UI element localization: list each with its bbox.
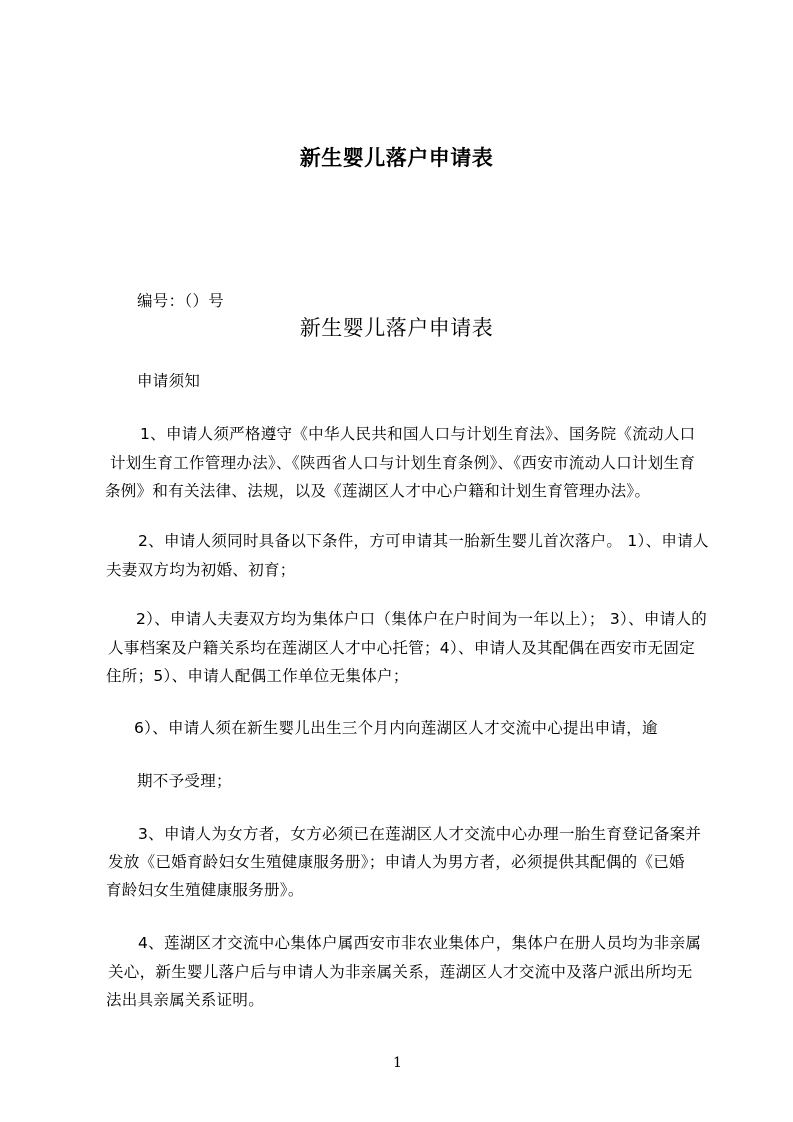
notice-item-2-line-2: 夫妻双方均为初婚、初育； (106, 561, 296, 579)
notice-item-1-line-3: 条例》和有关法律、法规，以及《莲湖区人才中心户籍和计划生育管理办法》。 (105, 482, 651, 500)
notice-item-2-conditions-line-2: 人事档案及户籍关系均在莲湖区人才中心托管；4）、申请人及其配偶在西安市无固定 (108, 639, 696, 657)
notice-item-2-conditions-line-1: 2）、申请人夫妻双方均为集体户口（集体户在户时间为一年以上）； 3）、申请人的 (136, 610, 708, 628)
notice-item-2-deadline-line-2: 期不予受理； (137, 772, 232, 790)
notice-item-3-line-1: 3、申请人为女方者，女方必须已在莲湖区人才交流中心办理一胎生育登记备案并 (138, 825, 702, 843)
notice-item-4-line-3: 法出具亲属关系证明。 (106, 991, 265, 1009)
notice-item-1-line-2: 计划生育工作管理办法》、《陕西省人口与计划生育条例》、《西安市流动人口计划生育 (110, 454, 696, 472)
page-number: 1 (393, 1055, 402, 1071)
notice-item-3-line-2: 发放《已婚育龄妇女生殖健康服务册》；申请人为男方者，必须提供其配偶的《已婚 (108, 853, 685, 871)
notice-item-2-deadline-line-1: 6）、申请人须在新生婴儿出生三个月内向莲湖区人才交流中心提出申请，逾 (134, 719, 658, 737)
notice-heading: 申请须知 (137, 372, 201, 390)
notice-item-2-conditions-line-3: 住所；5）、申请人配偶工作单位无集体户； (106, 667, 409, 685)
notice-item-4-line-1: 4、莲湖区才交流中心集体户属西安市非农业集体户，集体户在册人员均为非亲属 (138, 934, 702, 952)
notice-item-3-line-3: 育龄妇女生殖健康服务册》。 (106, 881, 304, 899)
notice-item-4-line-2: 关心，新生婴儿落户后与申请人为非亲属关系，莲湖区人才交流中及落户派出所均无 (108, 963, 693, 981)
notice-item-2-line-1: 2、申请人须同时具备以下条件，方可申请其一胎新生婴儿首次落户。 1）、申请人 (138, 532, 709, 550)
application-number: 编号：（）号 (137, 292, 225, 310)
document-title-main: 新生婴儿落户申请表 (299, 316, 494, 340)
notice-item-1-line-1: 1、申请人须严格遵守《中华人民共和国人口与计划生育法》、国务院《流动人口 (140, 425, 696, 443)
document-title-top: 新生婴儿落户申请表 (299, 146, 494, 170)
